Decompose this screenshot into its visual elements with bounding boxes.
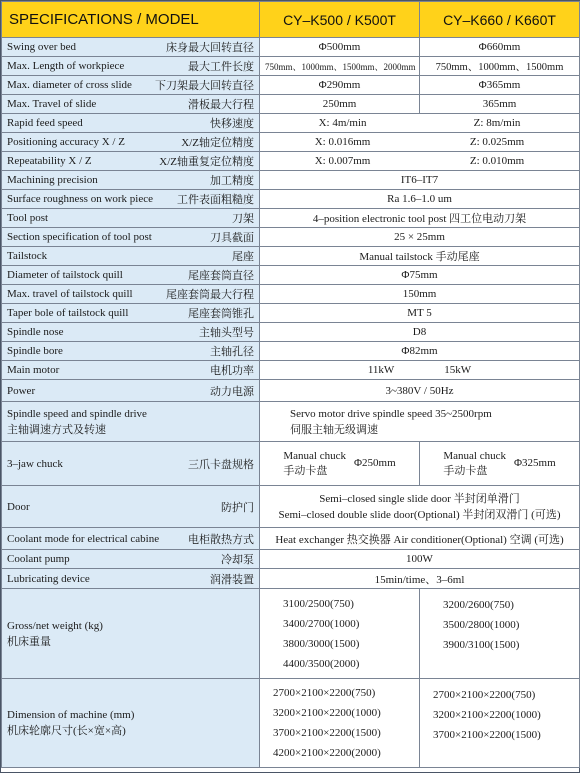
label-en: Dimension of machine (mm): [7, 709, 135, 721]
value-span: Heat exchanger 热交换器 Air conditioner(Optional) 空调 (可选): [260, 528, 580, 550]
value-a: Φ290mm: [260, 76, 420, 95]
value-span: 15min/time、3–6ml: [260, 569, 580, 589]
label-en: Tool post: [7, 212, 49, 224]
row-label: [2, 209, 260, 228]
value-b: [420, 589, 580, 679]
row-label: [2, 190, 260, 209]
label-cn: 主轴调速方式及转速: [7, 423, 106, 436]
label-cn: 刀具截面: [210, 232, 254, 244]
value-line-2: Semi–closed double slide door(Optional) 半封闭双滑门 (可选): [278, 508, 561, 521]
table-row: [2, 152, 580, 171]
row-label: [2, 304, 260, 323]
label-en: Main motor: [7, 364, 60, 376]
label-en: Door: [7, 500, 30, 513]
table-row: [2, 486, 580, 528]
weight-b: 3200/2600(750): [443, 599, 514, 611]
table-row: [2, 380, 580, 402]
value-span: Φ75mm: [260, 266, 580, 285]
row-label: [2, 171, 260, 190]
table-row: [2, 209, 580, 228]
chuck-type-en: Manual chuck: [443, 449, 506, 462]
row-label: [2, 486, 260, 528]
value-span: Φ82mm: [260, 342, 580, 361]
row-label: [2, 133, 260, 152]
value-xz: [260, 114, 580, 133]
row-label: [2, 342, 260, 361]
row-label: [2, 247, 260, 266]
value-x: X: 4m/min: [318, 117, 367, 129]
label-cn: 加工精度: [210, 175, 254, 187]
value-b: 365mm: [420, 95, 580, 114]
value-b: [420, 442, 580, 486]
table-row: [2, 190, 580, 209]
label-cn: 最大工件长度: [188, 61, 254, 73]
table-row: [2, 679, 580, 768]
value-span: Manual tailstock 手动尾座: [260, 247, 580, 266]
row-label: [2, 402, 260, 442]
label-cn: 电机功率: [210, 365, 254, 377]
table-row: [2, 266, 580, 285]
value-span: [260, 486, 580, 528]
value-line-1: Servo motor drive spindle speed 35~2500rpm: [290, 407, 492, 420]
label-cn: 尾座套筒最大行程: [166, 289, 254, 301]
label-en: Spindle speed and spindle drive: [7, 407, 147, 420]
label-cn: 电柜散热方式: [188, 533, 254, 546]
row-label: [2, 285, 260, 304]
label-en: Swing over bed: [7, 41, 77, 53]
value-line-1: Semi–closed single slide door 半封闭单滑门: [319, 492, 520, 505]
value-span: 4–position electronic tool post 四工位电动刀架: [260, 209, 580, 228]
row-label: [2, 589, 260, 679]
label-en: Positioning accuracy X / Z: [7, 136, 125, 148]
row-label: [2, 323, 260, 342]
row-label: [2, 114, 260, 133]
row-label: [2, 528, 260, 550]
value-xz: [260, 152, 580, 171]
label-en: Diameter of tailstock quill: [7, 269, 123, 281]
label-cn: X/Z轴重复定位精度: [159, 156, 254, 168]
value-a: Φ500mm: [260, 38, 420, 57]
value-b: 15kW: [444, 364, 472, 376]
label-en: Spindle bore: [7, 345, 63, 357]
dimension-a: 2700×2100×2200(750): [273, 687, 376, 699]
value-a: 250mm: [260, 95, 420, 114]
label-cn: 工件表面粗糙度: [177, 194, 254, 206]
header-model-a: CY–K500 / K500T: [260, 2, 420, 38]
label-cn: 防护门: [221, 501, 254, 514]
table-row: [2, 361, 580, 380]
row-label: [2, 361, 260, 380]
label-cn: 滑板最大行程: [188, 99, 254, 111]
label-en: Lubricating device: [7, 572, 90, 585]
value-a: 11kW: [367, 364, 395, 376]
table-row: [2, 133, 580, 152]
value-a: [260, 442, 420, 486]
dimension-b: 3200×2100×2200(1000): [433, 709, 541, 721]
value-span: 150mm: [260, 285, 580, 304]
label-cn: 尾座套筒锥孔: [188, 308, 254, 320]
header-model-b: CY–K660 / K660T: [420, 2, 580, 38]
label-cn: 主轴头型号: [199, 327, 254, 339]
table-row: [2, 550, 580, 569]
table-row: [2, 95, 580, 114]
label-cn: 刀架: [232, 213, 254, 225]
value-span: MT 5: [260, 304, 580, 323]
value-b: [420, 679, 580, 768]
value-z: Z: 8m/min: [473, 117, 521, 129]
label-cn: 机床轮廓尺寸(长×宽×高): [7, 725, 126, 737]
label-en: 3–jaw chuck: [7, 457, 63, 470]
value-x: X: 0.007mm: [314, 155, 371, 167]
dimension-b: 3700×2100×2200(1500): [433, 729, 541, 741]
table-row: [2, 342, 580, 361]
table-row: [2, 247, 580, 266]
label-cn: 快移速度: [210, 118, 254, 130]
label-en: Max. Travel of slide: [7, 98, 97, 110]
table-row: [2, 285, 580, 304]
label-cn: 床身最大回转直径: [166, 42, 254, 54]
value-a: [260, 589, 420, 679]
label-en: Tailstock: [7, 250, 48, 262]
row-label: [2, 679, 260, 768]
weight-a: 3800/3000(1500): [283, 637, 360, 650]
label-en: Power: [7, 384, 36, 397]
chuck-type-en: Manual chuck: [283, 449, 346, 462]
chuck-type-cn: 手动卡盘: [283, 464, 328, 477]
table-row: [2, 304, 580, 323]
label-en: Max. travel of tailstock quill: [7, 288, 133, 300]
value-span: [260, 402, 580, 442]
value-b: Φ660mm: [420, 38, 580, 57]
chuck-type-cn: 手动卡盘: [443, 464, 488, 477]
label-en: Taper bole of tailstock quill: [7, 307, 129, 319]
header-title: SPECIFICATIONS / MODEL: [2, 2, 260, 38]
value-xz: [260, 133, 580, 152]
weight-b: 3900/3100(1500): [443, 639, 520, 651]
table-row: [2, 76, 580, 95]
value-z: Z: 0.010mm: [469, 155, 525, 167]
weight-a: 4400/3500(2000): [283, 657, 360, 670]
row-label: [2, 76, 260, 95]
dimension-a: 4200×2100×2200(2000): [273, 747, 381, 759]
table-row: [2, 114, 580, 133]
table-row: [2, 57, 580, 76]
value-x: X: 0.016mm: [314, 136, 371, 148]
label-cn: 润滑装置: [210, 573, 254, 586]
label-cn: 机床重量: [7, 635, 51, 648]
value-a: [260, 679, 420, 768]
row-label: [2, 550, 260, 569]
value-span: [260, 361, 580, 380]
value-span: 25 × 25mm: [260, 228, 580, 247]
dimension-a: 3200×2100×2200(1000): [273, 707, 381, 719]
label-en: Spindle nose: [7, 326, 64, 338]
value-b: 750mm、1000mm、1500mm: [420, 57, 580, 76]
value-span: IT6–IT7: [260, 171, 580, 190]
row-label: [2, 38, 260, 57]
label-cn: 尾座: [232, 251, 254, 263]
value-span: Ra 1.6–1.0 um: [260, 190, 580, 209]
label-en: Gross/net weight (kg): [7, 619, 103, 632]
table-row: [2, 228, 580, 247]
table-row: [2, 402, 580, 442]
value-a: 750mm、1000mm、1500mm、2000mm: [260, 57, 420, 76]
header-row: [2, 2, 580, 38]
chuck-size: Φ250mm: [353, 457, 396, 469]
table-row: [2, 323, 580, 342]
value-b: Φ365mm: [420, 76, 580, 95]
value-line-2: 伺服主轴无级调速: [290, 423, 378, 436]
label-en: Coolant pump: [7, 553, 70, 565]
label-en: Coolant mode for electrical cabine: [7, 532, 160, 545]
weight-a: 3400/2700(1000): [283, 617, 360, 630]
chuck-size: Φ325mm: [513, 457, 556, 469]
label-en: Surface roughness on work piece: [7, 193, 154, 205]
row-label: [2, 380, 260, 402]
label-cn: 下刀架最大回转直径: [155, 80, 254, 92]
label-en: Repeatability X / Z: [7, 155, 92, 167]
label-cn: 尾座套筒直径: [188, 270, 254, 282]
value-z: Z: 0.025mm: [469, 136, 525, 148]
row-label: [2, 442, 260, 486]
label-en: Max. Length of workpiece: [7, 60, 125, 72]
label-en: Max. diameter of cross slide: [7, 79, 132, 91]
label-cn: 冷却泵: [221, 554, 254, 566]
label-cn: 三爪卡盘规格: [188, 458, 254, 471]
row-label: [2, 266, 260, 285]
spec-table: [1, 1, 580, 768]
row-label: [2, 228, 260, 247]
table-row: [2, 171, 580, 190]
dimension-a: 3700×2100×2200(1500): [273, 727, 381, 739]
row-label: [2, 152, 260, 171]
label-en: Section specification of tool post: [7, 231, 152, 243]
dimension-b: 2700×2100×2200(750): [433, 689, 536, 701]
table-row: [2, 569, 580, 589]
value-span: 100W: [260, 550, 580, 569]
label-cn: 主轴孔径: [210, 346, 254, 358]
table-row: [2, 442, 580, 486]
table-row: [2, 589, 580, 679]
label-en: Machining precision: [7, 174, 98, 186]
table-row: [2, 528, 580, 550]
table-row: [2, 38, 580, 57]
label-cn: 动力电源: [210, 385, 254, 398]
weight-b: 3500/2800(1000): [443, 619, 520, 631]
label-en: Rapid feed speed: [7, 117, 83, 129]
value-span: 3~380V / 50Hz: [260, 380, 580, 402]
row-label: [2, 57, 260, 76]
row-label: [2, 569, 260, 589]
weight-a: 3100/2500(750): [283, 597, 354, 610]
row-label: [2, 95, 260, 114]
label-cn: X/Z轴定位精度: [181, 137, 254, 149]
value-span: D8: [260, 323, 580, 342]
